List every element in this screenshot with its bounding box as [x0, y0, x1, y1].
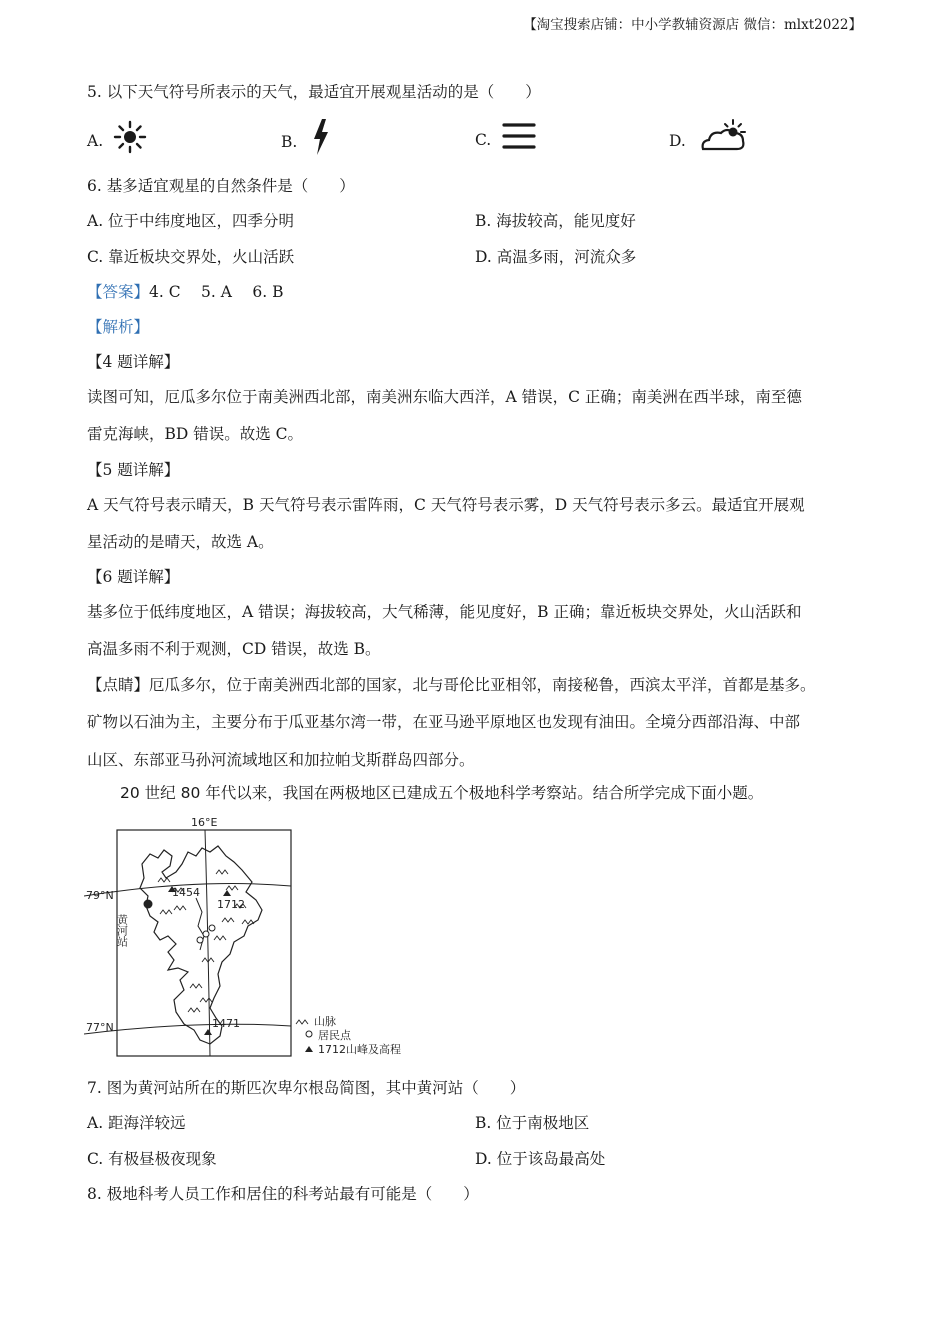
q7-option-b[interactable]: B. 位于南极地区: [475, 1114, 590, 1132]
detail-5-line-2: 星活动的是晴天，故选 A。: [87, 533, 274, 551]
answer-line: [87, 282, 283, 302]
q5-option-b-label: B.: [281, 133, 298, 151]
svalbard-map: [84, 812, 414, 1062]
q5-option-a[interactable]: [87, 129, 148, 155]
peak-1471-label: 1471: [212, 1017, 240, 1030]
question-6-stem: 6. 基多适宜观星的自然条件是（ ）: [87, 177, 355, 195]
huanghe-station-marker: [144, 900, 153, 909]
q6-option-c[interactable]: C. 靠近板块交界处，火山活跃: [87, 248, 295, 266]
map-frame: [117, 830, 291, 1056]
station-label: 黄河站: [115, 914, 129, 947]
q5-option-b[interactable]: [281, 129, 334, 157]
lightning-icon: [308, 117, 334, 157]
q7-option-d[interactable]: D. 位于该岛最高处: [475, 1150, 606, 1168]
legend-settlement: 居民点: [318, 1029, 351, 1042]
comment-line-2: 矿物以石油为主，主要分布于瓜亚基尔湾一带，在亚马逊平原地区也发现有油田。全境分西部沿海、中部: [87, 713, 801, 731]
page-header: 【淘宝搜索店铺：中小学教辅资源店 微信：mlxt2022】: [523, 17, 862, 33]
lat-77-label: 77°N: [86, 1021, 114, 1034]
sun-icon: [112, 119, 148, 155]
fog-icon: [500, 119, 538, 153]
detail-4-title: 【4 题详解】: [87, 353, 180, 371]
q6-option-a[interactable]: A. 位于中纬度地区，四季分明: [87, 212, 295, 230]
section-intro: 20 世纪 80 年代以来，我国在两极地区已建成五个极地科学考察站。结合所学完成下面小题。: [120, 784, 764, 802]
detail-6-line-2: 高温多雨不利于观测，CD 错误，故选 B。: [87, 640, 381, 658]
q5-option-c-label: C.: [475, 131, 492, 149]
q5-option-c[interactable]: [475, 129, 538, 153]
question-8-stem: 8. 极地科考人员工作和居住的科考站最有可能是（ ）: [87, 1185, 479, 1203]
detail-6-title: 【6 题详解】: [87, 568, 180, 586]
comment-line-1: [87, 675, 816, 695]
analysis-tag: 【解析】: [87, 318, 150, 336]
peak-1712-marker: [223, 890, 231, 896]
comment-line-3: 山区、东部亚马孙河流域地区和加拉帕戈斯群岛四部分。: [87, 751, 475, 769]
peak-1471-marker: [204, 1029, 212, 1035]
comment-text-1: 厄瓜多尔，位于南美洲西北部的国家，北与哥伦比亚相邻，南接秘鲁，西滨太平洋，首都是基多。: [149, 676, 816, 694]
q6-option-b[interactable]: B. 海拔较高，能见度好: [475, 212, 636, 230]
answer-tag: 【答案】: [87, 283, 150, 301]
cloudy-icon: [697, 117, 749, 155]
legend-mountain: 山脉: [314, 1015, 336, 1028]
detail-6-line-1: 基多位于低纬度地区，A 错误；海拔较高，大气稀薄，能见度好，B 正确；靠近板块交界处，火山活跃和: [87, 603, 802, 621]
q6-option-d[interactable]: D. 高温多雨，河流众多: [475, 248, 637, 266]
question-7-stem: 7. 图为黄河站所在的斯匹次卑尔根岛简图，其中黄河站（ ）: [87, 1079, 526, 1097]
meridian-16e: [205, 830, 210, 1056]
map-legend: [296, 1015, 401, 1056]
detail-5-title: 【5 题详解】: [87, 461, 180, 479]
detail-5-line-1: A 天气符号表示晴天，B 天气符号表示雷阵雨，C 天气符号表示雾，D 天气符号表示多云。最适宜开展观: [87, 496, 805, 514]
lat-79-label: 79°N: [86, 889, 114, 902]
q5-option-d[interactable]: [669, 129, 749, 155]
detail-4-line-1: 读图可知，厄瓜多尔位于南美洲西北部，南美洲东临大西洋，A 错误，C 正确；南美洲在西半球，南至德: [87, 388, 802, 406]
q5-option-d-label: D.: [669, 132, 686, 150]
q7-option-c[interactable]: C. 有极昼极夜现象: [87, 1150, 217, 1168]
legend-peak: 1712山峰及高程: [318, 1043, 401, 1056]
answer-text: 4. C 5. A 6. B: [149, 283, 284, 301]
peak-1454-label: 1454: [172, 886, 200, 899]
question-5-stem: 5. 以下天气符号所表示的天气，最适宜开展观星活动的是（ ）: [87, 83, 541, 101]
detail-4-line-2: 雷克海峡，BD 错误。故选 C。: [87, 425, 304, 443]
comment-tag: 【点睛】: [87, 676, 150, 694]
peak-1712-label: 1712: [217, 898, 245, 911]
q7-option-a[interactable]: A. 距海洋较远: [87, 1114, 186, 1132]
settlement-markers: [197, 925, 215, 943]
q5-option-a-label: A.: [87, 132, 104, 150]
lon-label: 16°E: [191, 816, 218, 829]
